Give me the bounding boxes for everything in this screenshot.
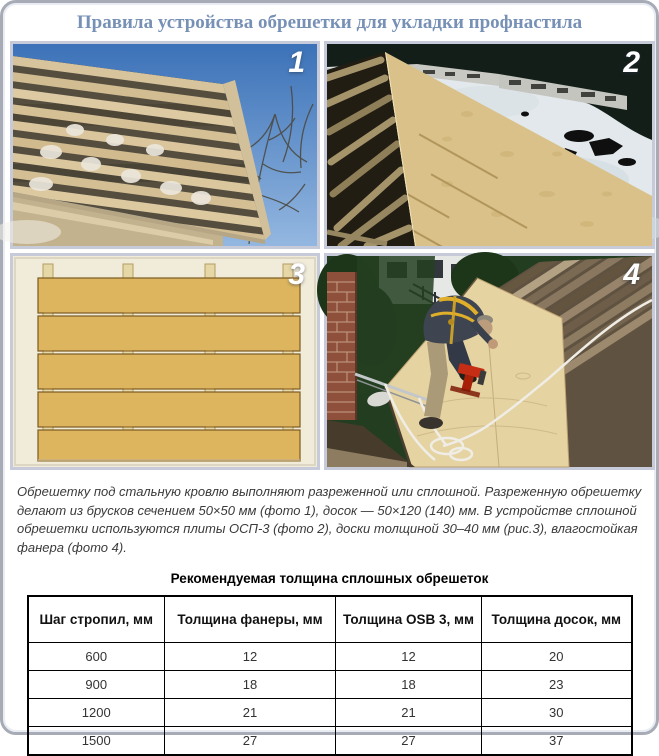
board-lathing-illustration <box>13 256 317 467</box>
table-cell: 12 <box>165 643 336 671</box>
table-cell: 30 <box>482 699 632 727</box>
photo-number-badge: 1 <box>288 46 305 79</box>
table-cell: 900 <box>28 671 165 699</box>
header-plywood-thickness: Толщина фанеры, мм <box>165 596 336 643</box>
photo-number-badge: 3 <box>288 258 305 291</box>
photo-sparse-batten-lathing <box>10 41 320 249</box>
table-cell: 600 <box>28 643 165 671</box>
table-cell: 21 <box>165 699 336 727</box>
photo-number-badge: 2 <box>623 46 640 79</box>
table-row <box>28 727 632 756</box>
table-cell: 37 <box>482 727 632 756</box>
table-row <box>28 643 632 671</box>
photo-plywood-installation <box>324 253 655 470</box>
table-cell: 20 <box>482 643 632 671</box>
table-cell: 1200 <box>28 699 165 727</box>
table-cell: 18 <box>336 671 482 699</box>
thickness-table <box>27 595 633 756</box>
roof-battens-illustration <box>13 44 317 246</box>
table-cell: 12 <box>336 643 482 671</box>
table-title: Рекомендуемая толщина сплошных обрешеток <box>170 571 489 586</box>
header-osb-thickness: Толщина OSB 3, мм <box>336 596 482 643</box>
description-paragraph: Обрешетку под стальную кровлю выполняют разреженной или сплошной. Разреженную обрешетку делают из брусков сечением 50×50 мм (фото 1), досок — 50×120 (140) мм. В устройстве сплошной обрешетки используются плиты ОСП-3 (фото 2), доски толщиной 30–40 мм (рис.3), влагостойкая фанера (фото 4). <box>17 484 642 555</box>
photo-grid <box>3 41 656 470</box>
photo-osb-sheathing <box>324 41 655 249</box>
osb-roof-illustration <box>327 44 652 246</box>
table-header-row <box>28 596 632 643</box>
plywood-worker-illustration <box>327 256 652 467</box>
table-cell: 23 <box>482 671 632 699</box>
diagram-board-lathing <box>10 253 320 470</box>
header-board-thickness: Толщина досок, мм <box>482 596 632 643</box>
photo-number-badge: 4 <box>623 258 640 291</box>
table-cell: 27 <box>336 727 482 756</box>
page-title: Правила устройства обрешетки для укладки профнастила <box>76 12 583 33</box>
table-cell: 27 <box>165 727 336 756</box>
table-row <box>28 671 632 699</box>
table-row <box>28 699 632 727</box>
header-rafter-pitch: Шаг стропил, мм <box>28 596 165 643</box>
table-cell: 1500 <box>28 727 165 756</box>
table-cell: 18 <box>165 671 336 699</box>
table-cell: 21 <box>336 699 482 727</box>
